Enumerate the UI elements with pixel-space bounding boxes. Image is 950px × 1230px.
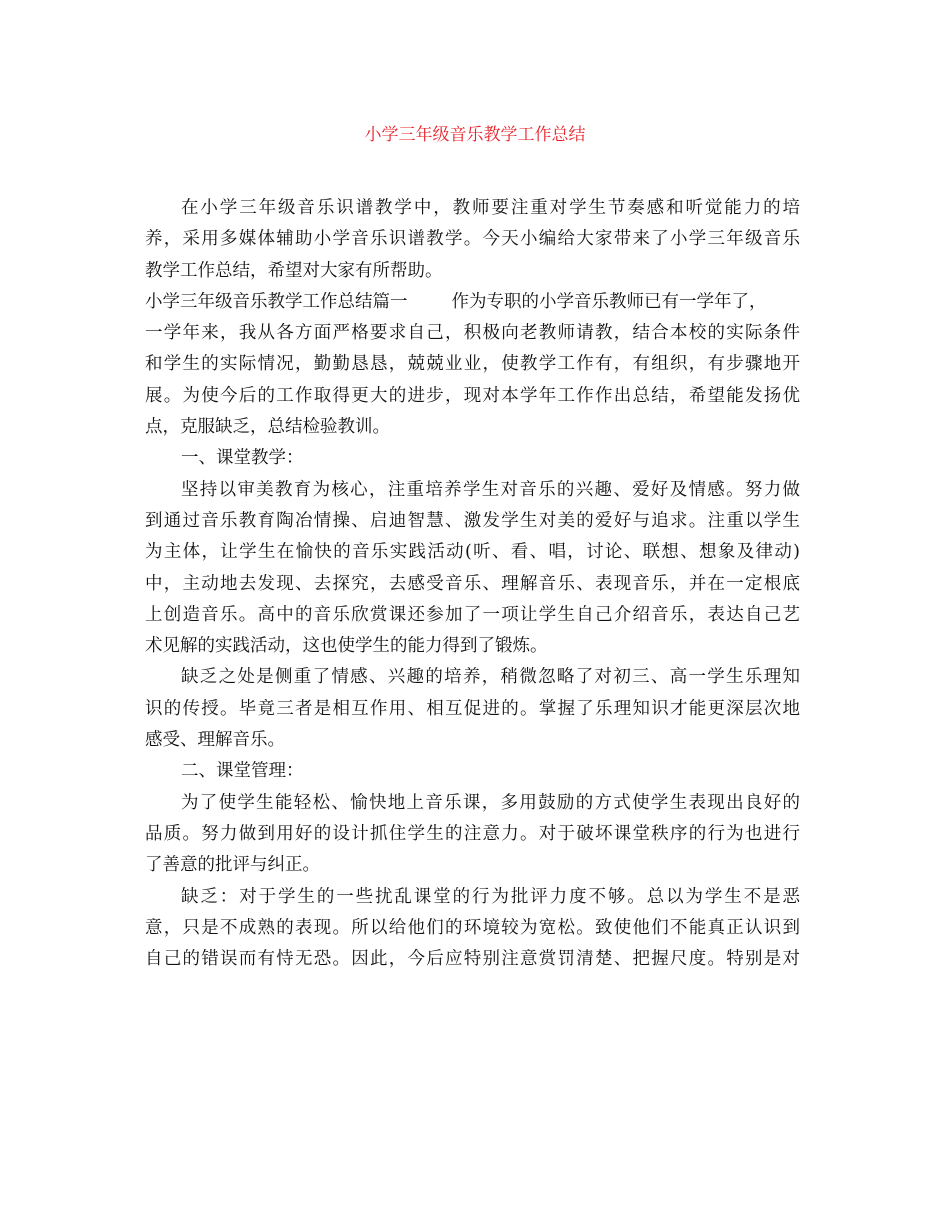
section-heading: 二、课堂管理： bbox=[181, 761, 304, 782]
text-line: 上创造音乐。高中的音乐欣赏课还参加了一项让学生自己介绍音乐，表达自己艺 bbox=[145, 604, 800, 625]
text-line: 识的传授。毕竟三者是相互作用、相互促进的。掌握了乐理知识才能更深层次地 bbox=[145, 698, 800, 719]
text-line: 为主体，让学生在愉快的音乐实践活动(听、看、唱，讨论、联想、想象及律动) bbox=[145, 542, 800, 563]
text-line: 品质。努力做到用好的设计抓住学生的注意力。对于破坏课堂秩序的行为也进行 bbox=[145, 823, 800, 844]
text-line: 中，主动地去发现、去探究，去感受音乐、理解音乐、表现音乐，并在一定根底 bbox=[145, 573, 800, 594]
text-line: 点，克服缺乏，总结检验教训。 bbox=[145, 417, 390, 438]
text-line: 一学年来，我从各方面严格要求自己，积极向老教师请教，结合本校的实际条件 bbox=[145, 323, 800, 344]
text-line: 养，采用多媒体辅助小学音乐识谱教学。今天小编给大家带来了小学三年级音乐 bbox=[145, 229, 800, 250]
text-line: 缺乏之处是侧重了情感、兴趣的培养，稍微忽略了对初三、高一学生乐理知 bbox=[181, 667, 800, 688]
text-line: 自己的错误而有恃无恐。因此，今后应特别注意赏罚清楚、把握尺度。特别是对 bbox=[145, 949, 800, 970]
document-body bbox=[145, 193, 800, 975]
text-line: 感受、理解音乐。 bbox=[145, 730, 285, 751]
text-line: 术见解的实践活动，这也使学生的能力得到了锻炼。 bbox=[145, 636, 548, 657]
text-line-with-heading bbox=[145, 287, 800, 318]
text-line: 在小学三年级音乐识谱教学中，教师要注重对学生节奏感和听觉能力的培 bbox=[181, 198, 800, 218]
text-line: 到通过音乐教育陶冶情操、启迪智慧、激发学生对美的爱好与追求。注重以学生 bbox=[145, 510, 800, 531]
text-line: 坚持以审美教育为核心，注重培养学生对音乐的兴趣、爱好及情感。努力做 bbox=[181, 479, 800, 500]
section-heading: 一、课堂教学： bbox=[181, 448, 304, 469]
text-line: 教学工作总结，希望对大家有所帮助。 bbox=[145, 260, 443, 281]
text-line: 和学生的实际情况，勤勤恳恳，兢兢业业，使教学工作有，有组织，有步骤地开 bbox=[145, 354, 800, 375]
text-line: 展。为使今后的工作取得更大的进步，现对本学年工作作出总结，希望能发扬优 bbox=[145, 385, 800, 406]
document-title: 小学三年级音乐教学工作总结 bbox=[364, 125, 586, 145]
text-line-continuation: 作为专职的小学音乐教师已有一学年了， bbox=[451, 291, 767, 312]
text-line: 为了使学生能轻松、愉快地上音乐课，多用鼓励的方式使学生表现出良好的 bbox=[181, 792, 800, 813]
text-line: 了善意的批评与纠正。 bbox=[145, 855, 320, 876]
text-line: 意，只是不成熟的表现。所以给他们的环境较为宽松。致使他们不能真正认识到 bbox=[145, 917, 800, 938]
text-line: 缺乏：对于学生的一些扰乱课堂的行为批评力度不够。总以为学生不是恶 bbox=[181, 886, 800, 907]
section-heading-part-one: 小学三年级音乐教学工作总结篇一 bbox=[145, 291, 408, 312]
